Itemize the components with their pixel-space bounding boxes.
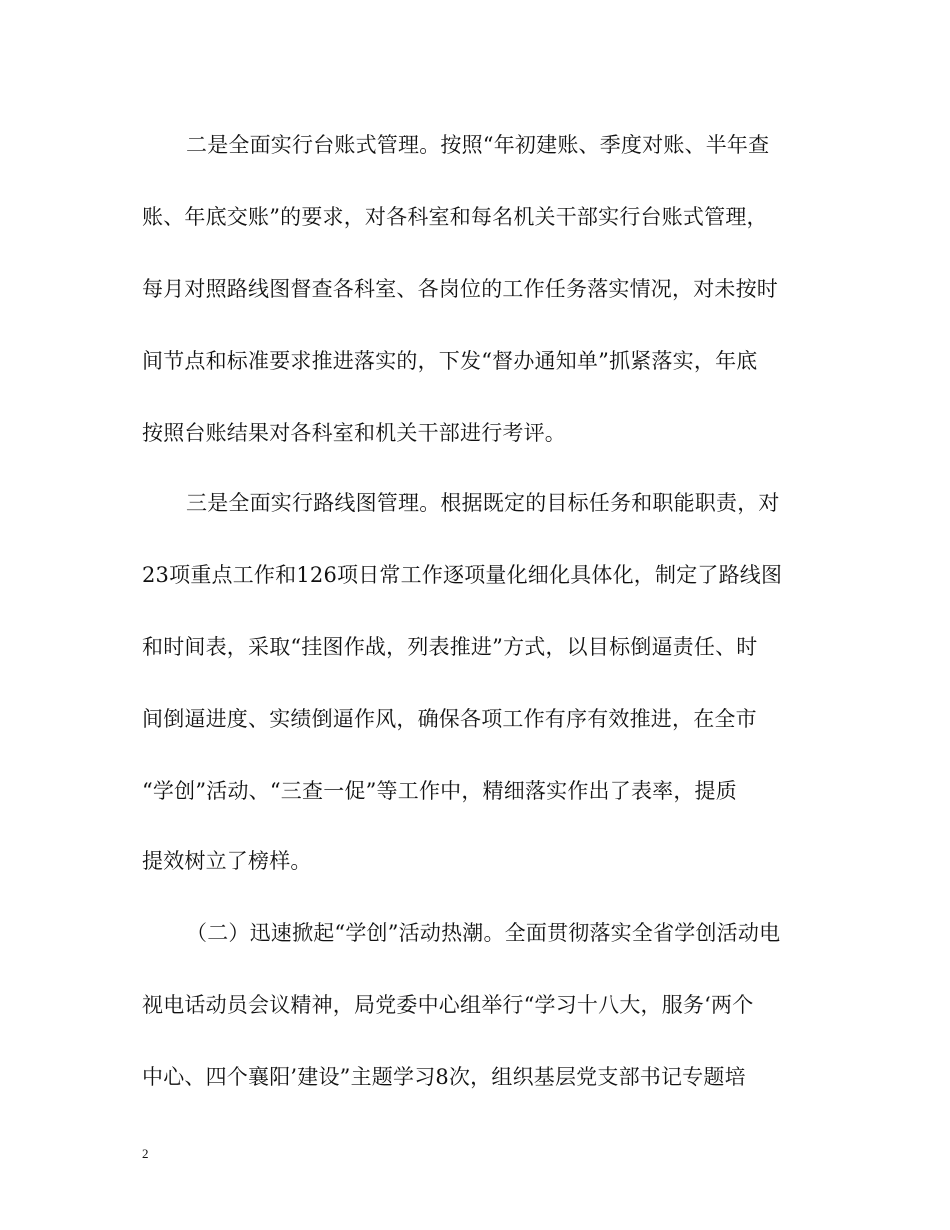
paragraph-line: 间节点和标准要求推进落实的，下发“督办通知单”抓紧落实，年底 [142, 349, 758, 373]
paragraph-line: （二）迅速掀起“学创”活动热潮。全面贯彻落实全省学创活动电 [186, 921, 781, 945]
page-number: 2 [142, 1146, 149, 1161]
paragraph-line: 账、年底交账”的要求，对各科室和每名机关干部实行台账式管理， [142, 205, 768, 229]
paragraph-line: “学创”活动、“三查一促”等工作中，精细落实作出了表率，提质 [142, 779, 737, 803]
paragraph-line: 和时间表，采取“挂图作战，列表推进”方式，以目标倒逼责任、时 [142, 635, 758, 659]
paragraph-line: 中心、四个襄阳’建设”主题学习8次，组织基层党支部书记专题培 [142, 1065, 746, 1089]
paragraph-line: 间倒逼进度、实绩倒逼作风，确保各项工作有序有效推进，在全市 [142, 707, 757, 731]
paragraph-line: 23项重点工作和126项日常工作逐项量化细化具体化，制定了路线图 [142, 563, 783, 587]
paragraph-line: 每月对照路线图督查各科室、各岗位的工作任务落实情况，对未按时 [142, 277, 778, 301]
paragraph-line: 提效树立了榜样。 [142, 849, 312, 873]
paragraph-line: 视电话动员会议精神，局党委中心组举行“学习十八大，服务‘两个 [142, 993, 754, 1017]
paragraph-line: 二是全面实行台账式管理。按照“年初建账、季度对账、半年查 [186, 133, 770, 157]
paragraph-line: 三是全面实行路线图管理。根据既定的目标任务和职能职责，对 [186, 491, 780, 515]
paragraph-line: 按照台账结果对各科室和机关干部进行考评。 [142, 421, 566, 445]
